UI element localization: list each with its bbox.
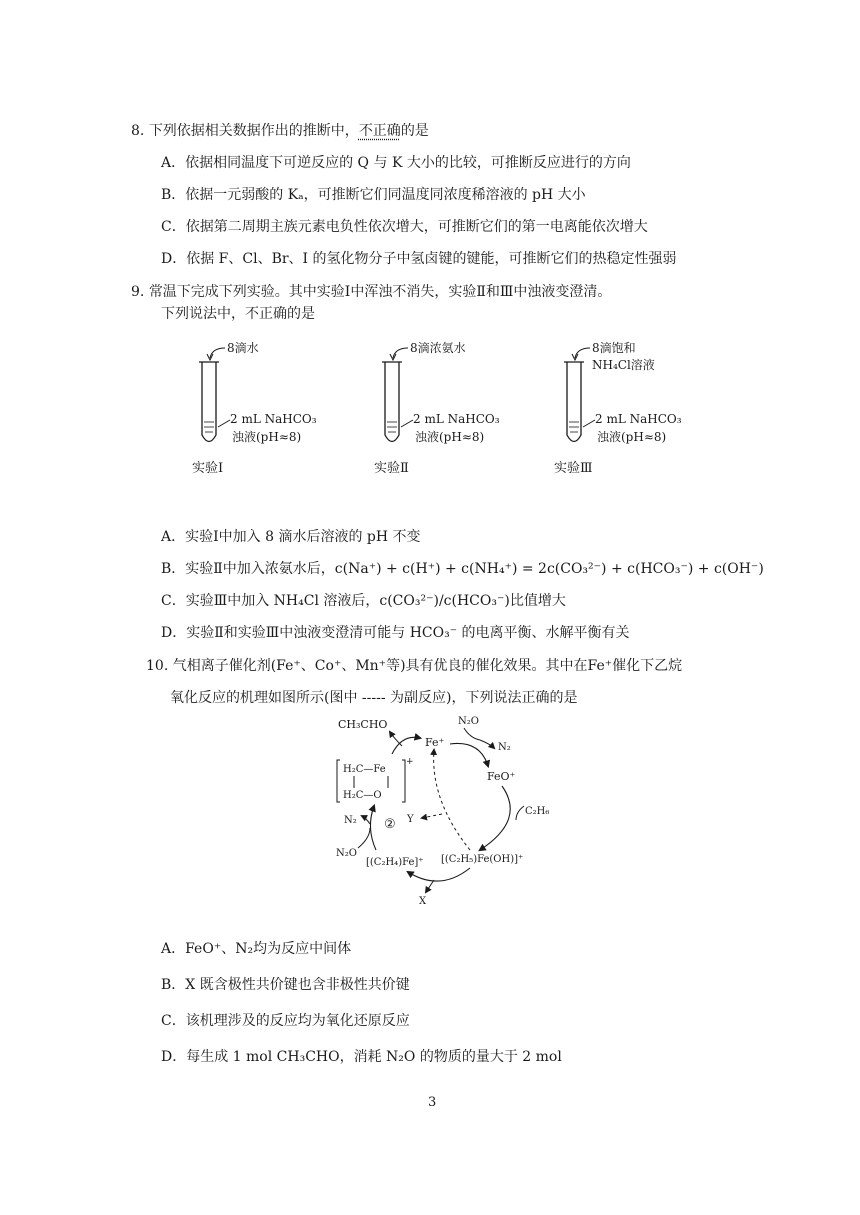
tube-2-label: 实验Ⅱ	[374, 461, 409, 476]
n2o-top-label: N₂O	[458, 716, 479, 727]
arrow-ch3cho-out	[390, 732, 402, 746]
n2-left-label: N₂	[344, 815, 357, 826]
tube-1-content2: 浊液(pH≈8)	[232, 430, 302, 444]
tube-2-added: 8滴浓氨水	[410, 341, 466, 355]
tube-3-label: 实验Ⅲ	[554, 461, 593, 476]
tube-3-content2: 浊液(pH≈8)	[597, 430, 667, 444]
tube-3-content1: 2 mL NaHCO₃	[595, 412, 682, 426]
q8-option-d: D．依据 F、Cl、Br、I 的氢化物分子中氢卤键的键能，可推断它们的热稳定性强弱	[161, 251, 677, 267]
q9-option-d: D．实验Ⅱ和实验Ⅲ中浊液变澄清可能与 HCO₃⁻ 的电离平衡、水解平衡有关	[161, 625, 630, 641]
page-number: 3	[428, 1095, 437, 1110]
q8-stem-emphasis: 不正确	[358, 123, 401, 139]
q8-option-b: B．依据一元弱酸的 Kₐ，可推断它们同温度同浓度稀溶液的 pH 大小	[161, 187, 586, 203]
tube-1-label: 实验Ⅰ	[192, 461, 224, 476]
q10-option-b: B．X 既含极性共价键也含非极性共价键	[161, 977, 410, 993]
arrow-x-out	[426, 880, 434, 892]
arrow-c2h6-in	[516, 806, 524, 820]
arrow-n2o-in	[464, 728, 480, 740]
ch3cho-label: CH₃CHO	[338, 718, 388, 731]
tube-2-content2: 浊液(pH≈8)	[415, 430, 485, 444]
arrow-n2o-left-in	[358, 828, 370, 848]
q9-option-b: B．实验Ⅱ中加入浓氨水后，c(Na⁺) + c(H⁺) + c(NH₄⁺) = 2c(CO₃²⁻) + c(HCO₃⁻) + c(OH⁻)	[161, 561, 764, 577]
q8-number: 8.	[131, 123, 145, 139]
q9-stem-line1	[131, 283, 611, 301]
c2h4fe-label: [(C₂H₄)Fe]⁺	[366, 857, 424, 868]
arrow-c2h4fe-to-complex	[370, 806, 376, 850]
tube-3	[564, 348, 595, 442]
side-reaction-arrow	[434, 750, 470, 850]
arrow-n2-out	[480, 740, 494, 748]
q8-stem-before: 下列依据相关数据作出的推断中，	[148, 123, 359, 139]
arrow-n2-left-out	[362, 816, 370, 824]
q9-option-a: A．实验Ⅰ中加入 8 滴水后溶液的 pH 不变	[161, 529, 421, 545]
q10-option-c: C．该机理涉及的反应均为氧化还原反应	[161, 1013, 410, 1029]
tube-1-added: 8滴水	[227, 341, 259, 355]
n2o-left-label: N₂O	[336, 848, 357, 859]
q8-stem	[131, 122, 429, 140]
q10-stem-line1	[146, 657, 682, 675]
q9-stem-line2: 下列说法中，不正确的是	[161, 306, 315, 322]
q10-stem-text1: 气相离子催化剂(Fe⁺、Co⁺、Mn⁺等)具有优良的催化效果。其中在Fe⁺催化下乙烷	[172, 658, 683, 674]
arrow-fe-to-feo	[450, 743, 488, 766]
complex-charge-label: +	[406, 757, 414, 767]
tube-2-content1: 2 mL NaHCO₃	[413, 412, 500, 426]
fe-label: Fe⁺	[425, 736, 445, 749]
feo-label: FeO⁺	[487, 770, 516, 783]
arrow-feo-to-c2h5feoh	[480, 786, 510, 850]
q9-option-c: C．实验Ⅲ中加入 NH₄Cl 溶液后，c(CO₃²⁻)/c(HCO₃⁻)比值增大	[161, 593, 566, 609]
tube-1-content1: 2 mL NaHCO₃	[230, 412, 317, 426]
x-label: X	[419, 896, 427, 907]
tube-3-added: 8滴饱和	[592, 341, 636, 355]
q9-stem-text1: 常温下完成下列实验。其中实验Ⅰ中浑浊不消失，实验Ⅱ和Ⅲ中浊液变澄清。	[148, 284, 612, 300]
tube-1	[199, 348, 230, 442]
q10-option-d: D．每生成 1 mol CH₃CHO，消耗 N₂O 的物质的量大于 2 mol	[161, 1049, 562, 1065]
complex-top-label: H₂C—Fe	[343, 764, 386, 775]
y-label: Y	[407, 814, 414, 825]
tube-2	[382, 348, 413, 442]
q10-stem-line2: 氧化反应的机理如图所示(图中 ----- 为副反应)，下列说法正确的是	[170, 690, 578, 706]
q8-option-c: C．依据第二周期主族元素电负性依次增大，可推断它们的第一电离能依次增大	[161, 219, 648, 235]
n2-top-label: N₂	[498, 742, 511, 753]
arrow-to-c2h4fe	[408, 868, 470, 881]
q10-number: 10.	[146, 658, 169, 674]
c2h5feoh-label: [(C₂H₅)Fe(OH)]⁺	[441, 854, 524, 865]
q10-option-a: A．FeO⁺、N₂均为反应中间体	[161, 941, 352, 957]
q8-stem-after: 的是	[400, 123, 429, 139]
circle-2-label: ②	[384, 817, 396, 832]
q8-option-a: A．依据相同温度下可逆反应的 Q 与 K 大小的比较，可推断反应进行的方向	[161, 155, 631, 171]
q9-number: 9.	[131, 284, 145, 300]
tube-3-added2: NH₄Cl溶液	[592, 358, 655, 372]
c2h6-label: C₂H₆	[525, 806, 550, 817]
mechanism-diagram	[330, 710, 580, 910]
complex-bottom-label: H₂C—O	[343, 790, 382, 801]
side-reaction-y-arrow	[422, 814, 442, 818]
